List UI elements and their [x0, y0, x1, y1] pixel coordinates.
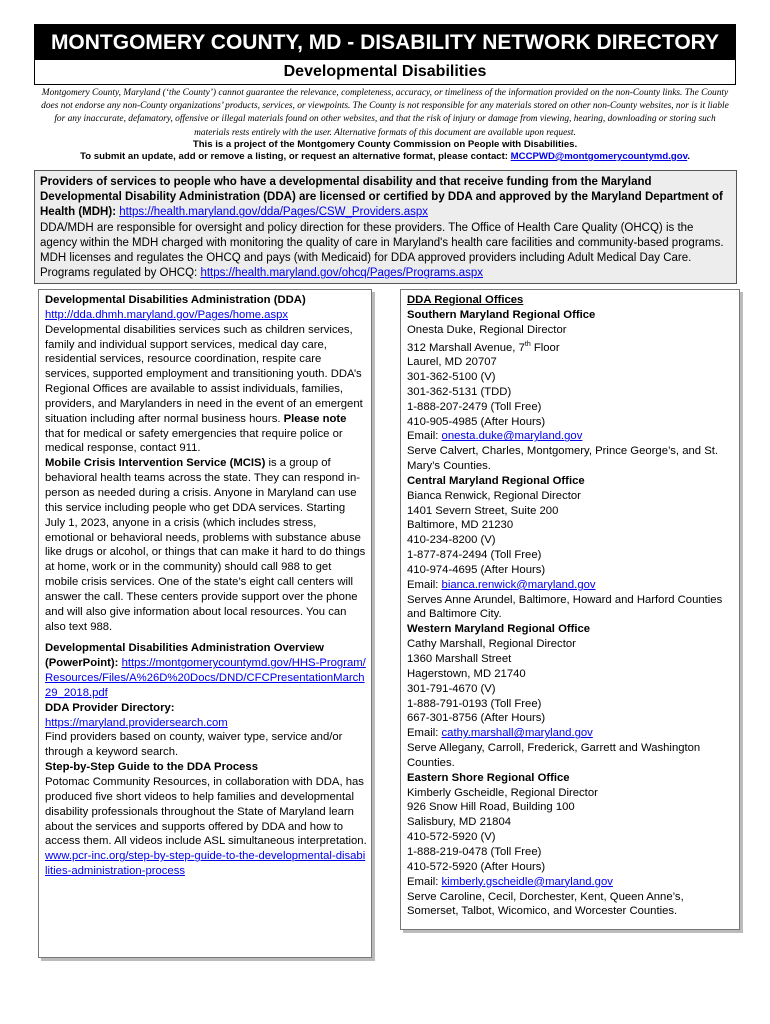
- provider-directory-title: DDA Provider Directory:: [45, 701, 175, 714]
- dda-description: [45, 323, 367, 457]
- office-email-row: [407, 726, 735, 741]
- section-subtitle: Developmental Disabilities: [34, 60, 736, 85]
- office-name: Western Maryland Regional Office: [407, 623, 591, 636]
- note-text: that for medical or safety emergencies that require police or medical response, contact 911.: [45, 427, 343, 455]
- guide-title: Step-by-Step Guide to the DDA Process: [45, 761, 258, 774]
- regional-offices-column: [400, 289, 740, 930]
- office-serve: Serve Caroline, Cecil, Dorchester, Kent, Queen Anne’s, Somerset, Talbot, Wicomico, and Worcester Counties.: [407, 890, 684, 918]
- office-phone: 410-572-5920 (After Hours): [407, 860, 546, 873]
- office-phone: 301-362-5131 (TDD): [407, 385, 512, 398]
- office-phone: 410-905-4985 (After Hours): [407, 415, 546, 428]
- dda-title: Developmental Disabilities Administration (DDA): [45, 294, 306, 306]
- office-city: Laurel, MD 20707: [407, 356, 497, 369]
- regional-offices-heading: DDA Regional Offices: [407, 294, 524, 306]
- guide-text: Potomac Community Resources, in collaboration with DDA, has produced five short videos to help families and developmental disability professionals throughout the State of Maryland learn about the services and supports offered by DDA and how to access them. All videos include ASL simultaneous interpretation.: [45, 776, 367, 848]
- office-phone: 301-791-4670 (V): [407, 682, 496, 695]
- office-director: Cathy Marshall, Regional Director: [407, 638, 576, 651]
- submit-line: [34, 151, 736, 163]
- office-phone: 301-362-5100 (V): [407, 370, 496, 383]
- address-floor: Floor: [530, 341, 560, 354]
- office-email-link[interactable]: onesta.duke@maryland.gov: [441, 430, 583, 443]
- dda-providers-link[interactable]: https://health.maryland.gov/dda/Pages/CSW_Providers.aspx: [119, 206, 428, 219]
- submit-text: To submit an update, add or remove a listing, or request an alternative format, please contact:: [80, 151, 508, 162]
- intro-bold-text: Providers of services to people who have a developmental disability and that receive funding from the Maryland Developmental Disability Administration (DDA) are licensed or certified by DDA and approved by the Maryland Department of Health (MDH): [40, 176, 723, 219]
- office-city: Hagerstown, MD 21740: [407, 667, 526, 680]
- office-address: 1360 Marshall Street: [407, 653, 512, 666]
- mcis-text: is a group of behavioral health teams across the state. They can respond in-person as needed during a crisis. Anyone in Maryland can use this service including people who get DDA services. Starting July 1, 2023, anyone in a crisis (which includes stress, emotional or behavioral needs, problems with substance abuse like drugs or alcohol, or things that can make it hard to do things at home, work or in the community) should call 988 to get mobile crisis services. One of the state’s eight call centers will answer the call. These centers provide support over the phone and will also give information about local resources. You can also text 988.: [45, 457, 366, 633]
- office-name: Southern Maryland Regional Office: [407, 308, 596, 321]
- submit-email-link[interactable]: MCCPWD@montgomerycountymd.gov: [510, 151, 688, 162]
- email-label: Email:: [407, 875, 439, 888]
- office-city: Salisbury, MD 21804: [407, 816, 512, 829]
- email-label: Email:: [407, 578, 439, 591]
- office-phone: 1-888-219-0478 (Toll Free): [407, 845, 542, 858]
- office-name: Eastern Shore Regional Office: [407, 771, 570, 784]
- dda-home-link[interactable]: http://dda.dhmh.maryland.gov/Pages/home.aspx: [45, 308, 289, 321]
- office-phone: 667-301-8756 (After Hours): [407, 712, 546, 725]
- office-phone: 1-888-791-0193 (Toll Free): [407, 697, 542, 710]
- email-label: Email:: [407, 430, 439, 443]
- mcis-paragraph: [45, 456, 367, 634]
- overview-link[interactable]: https://montgomerycountymd.gov/HHS-Program/Resources/Files/A%26D%20Docs/DND/CFCPresentationMarch29_2018.pdf: [45, 657, 366, 699]
- office-email-link[interactable]: cathy.marshall@maryland.gov: [441, 727, 593, 740]
- dda-text: Developmental disabilities services such as children services, family and individual support services, medical day care, residential services, resource coordination, respite care services, supported employment and transitioning youth. DDA’s Regional Offices are available to assist individuals, families, providers, and Marylanders in need in the event of an emergent situation including after normal business hours.: [45, 323, 363, 425]
- office-address: [407, 338, 735, 356]
- office-western: [407, 622, 735, 770]
- ohcq-programs-link[interactable]: https://health.maryland.gov/ohcq/Pages/Programs.aspx: [200, 267, 483, 280]
- directory-title-text: MONTGOMERY COUNTY, MD - DISABILITY NETWORK DIRECTORY: [50, 31, 720, 54]
- office-address: 1401 Severn Street, Suite 200: [407, 504, 559, 517]
- office-central: [407, 474, 735, 622]
- office-email-row: [407, 875, 735, 890]
- please-note-label: Please note: [283, 412, 347, 425]
- office-phone: 1-888-207-2479 (Toll Free): [407, 400, 542, 413]
- office-phone: 410-974-4695 (After Hours): [407, 563, 546, 576]
- office-name: Central Maryland Regional Office: [407, 474, 585, 487]
- office-phone: 410-234-8200 (V): [407, 534, 496, 547]
- guide-link[interactable]: www.pcr-inc.org/step-by-step-guide-to-the-developmental-disabilities-administration-process: [45, 850, 366, 878]
- office-serve: Serve Allegany, Carroll, Frederick, Garrett and Washington Counties.: [407, 742, 701, 769]
- office-phone: 1-877-874-2494 (Toll Free): [407, 549, 542, 562]
- provider-directory-link[interactable]: https://maryland.providersearch.com: [45, 716, 228, 729]
- intro-bold-colon: :: [112, 206, 117, 219]
- office-director: Onesta Duke, Regional Director: [407, 323, 567, 336]
- address-sup: th: [524, 340, 531, 348]
- office-city: Baltimore, MD 21230: [407, 519, 514, 532]
- dda-column: [38, 289, 372, 958]
- overview-title: Developmental Disabilities Administration Overview (PowerPoint):: [45, 642, 324, 670]
- intro-box: [34, 170, 737, 284]
- office-address: 926 Snow Hill Road, Building 100: [407, 801, 575, 814]
- office-email-row: [407, 578, 735, 593]
- mcis-title: Mobile Crisis Intervention Service (MCIS): [45, 457, 266, 470]
- intro-body-text: DDA/MDH are responsible for oversight and policy direction for these providers. The Office of Health Care Quality (OHCQ) is the agency within the MDH charged with monitoring the quality of care in Maryland's health care facilities and community-based programs. MDH licenses and regulates the OHCQ and pays (with Medicaid) for DDA approved providers including Adult Medical Day Care. Programs regulated by OHCQ:: [40, 221, 724, 280]
- project-line: This is a project of the Montgomery County Commission on People with Disabilities.: [192, 139, 578, 150]
- office-phone: 410-572-5920 (V): [407, 831, 496, 844]
- office-director: Kimberly Gscheidle, Regional Director: [407, 786, 598, 799]
- office-southern: [407, 308, 735, 474]
- office-eastern: [407, 771, 735, 919]
- directory-title: [34, 24, 736, 60]
- address-street: 312 Marshall Avenue, 7: [407, 341, 525, 354]
- office-email-row: [407, 429, 735, 444]
- provider-directory-text: Find providers based on county, waiver type, service and/or through a keyword search.: [45, 731, 343, 759]
- office-director: Bianca Renwick, Regional Director: [407, 489, 581, 502]
- office-serve: Serves Anne Arundel, Baltimore, Howard and Harford Counties and Baltimore City.: [407, 593, 723, 621]
- office-email-link[interactable]: bianca.renwick@maryland.gov: [441, 578, 596, 591]
- submit-end: .: [687, 151, 690, 162]
- overview-paragraph: [45, 641, 367, 700]
- disclaimer: Montgomery County, Maryland (‘the County’) cannot guarantee the relevance, completeness, accuracy, or timeliness of the information provided on the non-County links. The County does not endorse any non-County organizations’ products, services, or viewpoints. The County is not responsible for any materials stored on other non-County websites, nor is it liable for any inaccurate, defamatory, offensive or illegal materials found on other websites, and that the risk of injury or damage from viewing, hearing, downloading or storing such materials rests entirely with the user. Alternative formats of this document are available upon request.: [41, 88, 729, 138]
- project-notice: [34, 139, 736, 163]
- office-email-link[interactable]: kimberly.gscheidle@maryland.gov: [441, 875, 613, 888]
- office-serve: Serve Calvert, Charles, Montgomery, Prince George’s, and St. Mary’s Counties.: [407, 445, 719, 473]
- email-label: Email:: [407, 727, 439, 740]
